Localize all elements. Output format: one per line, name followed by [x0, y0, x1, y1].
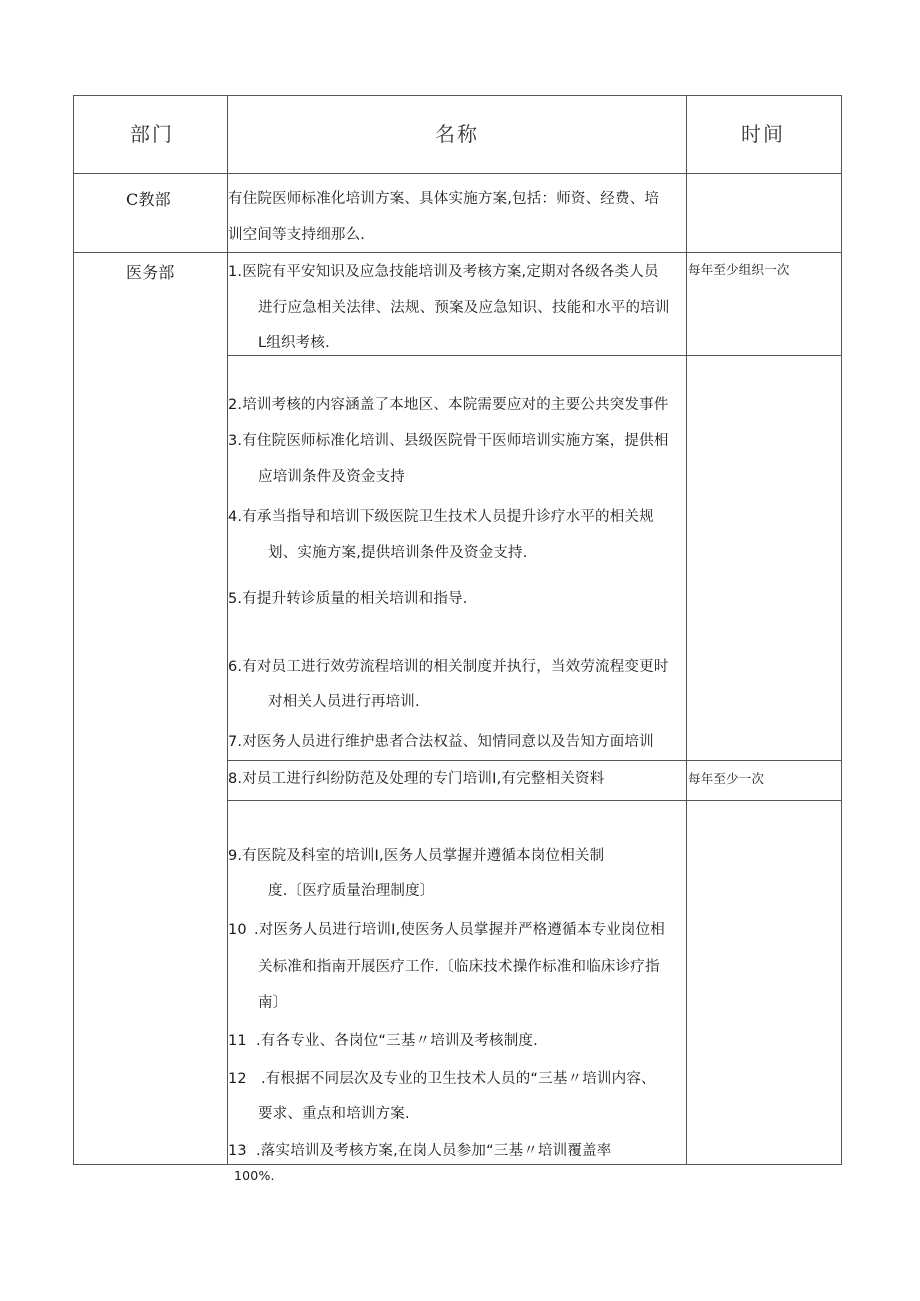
group2-line-3: 应培训条件及资金支持 [258, 469, 405, 485]
group4-line-3: .对医务人员进行培训I,使医务人员掌握并严格遵循本专业岗位相 [254, 922, 665, 938]
header-dept: 部门 [130, 122, 174, 146]
group1-line-2: 进行应急相关法律、法规、预案及应急知识、技能和水平的培训 [258, 300, 670, 316]
group4-line-7: .有根据不同层次及专业的卫生技术人员的“三基〃培训内容、 [261, 1071, 656, 1087]
header-row-divider [73, 173, 842, 174]
header-name: 名称 [435, 122, 479, 146]
group4-line-6: .有各专业、各岗位“三基〃培训及考核制度. [256, 1033, 538, 1049]
group2-line-2: 3.有住院医师标准化培训、县级医院骨干医师培训实施方案，提供相 [228, 433, 669, 449]
group4-line-10: 100%. [234, 1168, 275, 1183]
group4-line-4: 关标准和指南开展医疗工作.〔临床技术操作标准和临床诊疗指 [258, 959, 660, 975]
group2-line-7: 6.有对员工进行效劳流程培训的相关制度并执行，当效劳流程变更时 [228, 659, 669, 675]
table-divider-1 [227, 95, 228, 1164]
group3-time: 每年至少一次 [688, 771, 765, 786]
group3-divider [227, 800, 842, 801]
table-divider-2 [686, 95, 687, 1164]
group2-line-9: 7.对医务人员进行维护患者合法权益、知情同意以及告知方面培训 [228, 734, 654, 750]
group2-divider [227, 760, 842, 761]
group4-item-number-12: 12 [228, 1071, 247, 1087]
group3-line-1: 8.对员工进行纠纷防范及处理的专门培训I,有完整相关资料 [228, 771, 605, 787]
group2-line-8: 对相关人员进行再培训. [268, 694, 420, 710]
group4-line-9: .落实培训及考核方案,在岗人员参加“三基〃培训覆盖率 [256, 1143, 612, 1159]
jiaobu-line-2: 训空间等支持细那么. [228, 227, 366, 243]
table-border-bottom [73, 1164, 842, 1165]
table-border-right [841, 95, 842, 1164]
jiaobu-row-divider [73, 252, 842, 253]
group4-line-8: 要求、重点和培训方案. [258, 1106, 410, 1122]
header-time: 时间 [741, 122, 785, 146]
group2-line-6: 5.有提升转诊质量的相关培训和指导. [228, 591, 468, 607]
group4-line-1: 9.有医院及科室的培训I,医务人员掌握并遵循本岗位相关制 [228, 848, 605, 864]
jiaobu-line-1: 有住院医师标准化培训方案、具体实施方案,包括：师资、经费、培 [228, 191, 660, 207]
group2-line-5: 划、实施方案,提供培训条件及资金支持. [268, 545, 528, 561]
group4-item-number-13: 13 [228, 1143, 247, 1159]
dept-yiwubu: 医务部 [126, 263, 175, 282]
group4-line-2: 度.〔医疗质量治理制度〕 [268, 883, 435, 899]
group1-time: 每年至少组织一次 [688, 262, 790, 277]
group4-item-number-10: 10 [228, 922, 247, 938]
group1-divider [227, 355, 842, 356]
group2-line-4: 4.有承当指导和培训下级医院卫生技术人员提升诊疗水平的相关规 [228, 509, 654, 525]
group1-line-1: 1.医院有平安知识及应急技能培训及考核方案,定期对各级各类人员 [228, 264, 659, 280]
group1-line-3: L组织考核. [258, 335, 330, 351]
group4-item-number-11: 11 [228, 1033, 247, 1049]
group2-line-1: 2.培训考核的内容涵盖了本地区、本院需要应对的主要公共突发事件 [228, 397, 669, 413]
table-border-left [73, 95, 74, 1164]
table-border-top [73, 95, 842, 96]
dept-jiaobu: C教部 [126, 190, 171, 209]
group4-line-5: 南〕 [258, 995, 288, 1011]
